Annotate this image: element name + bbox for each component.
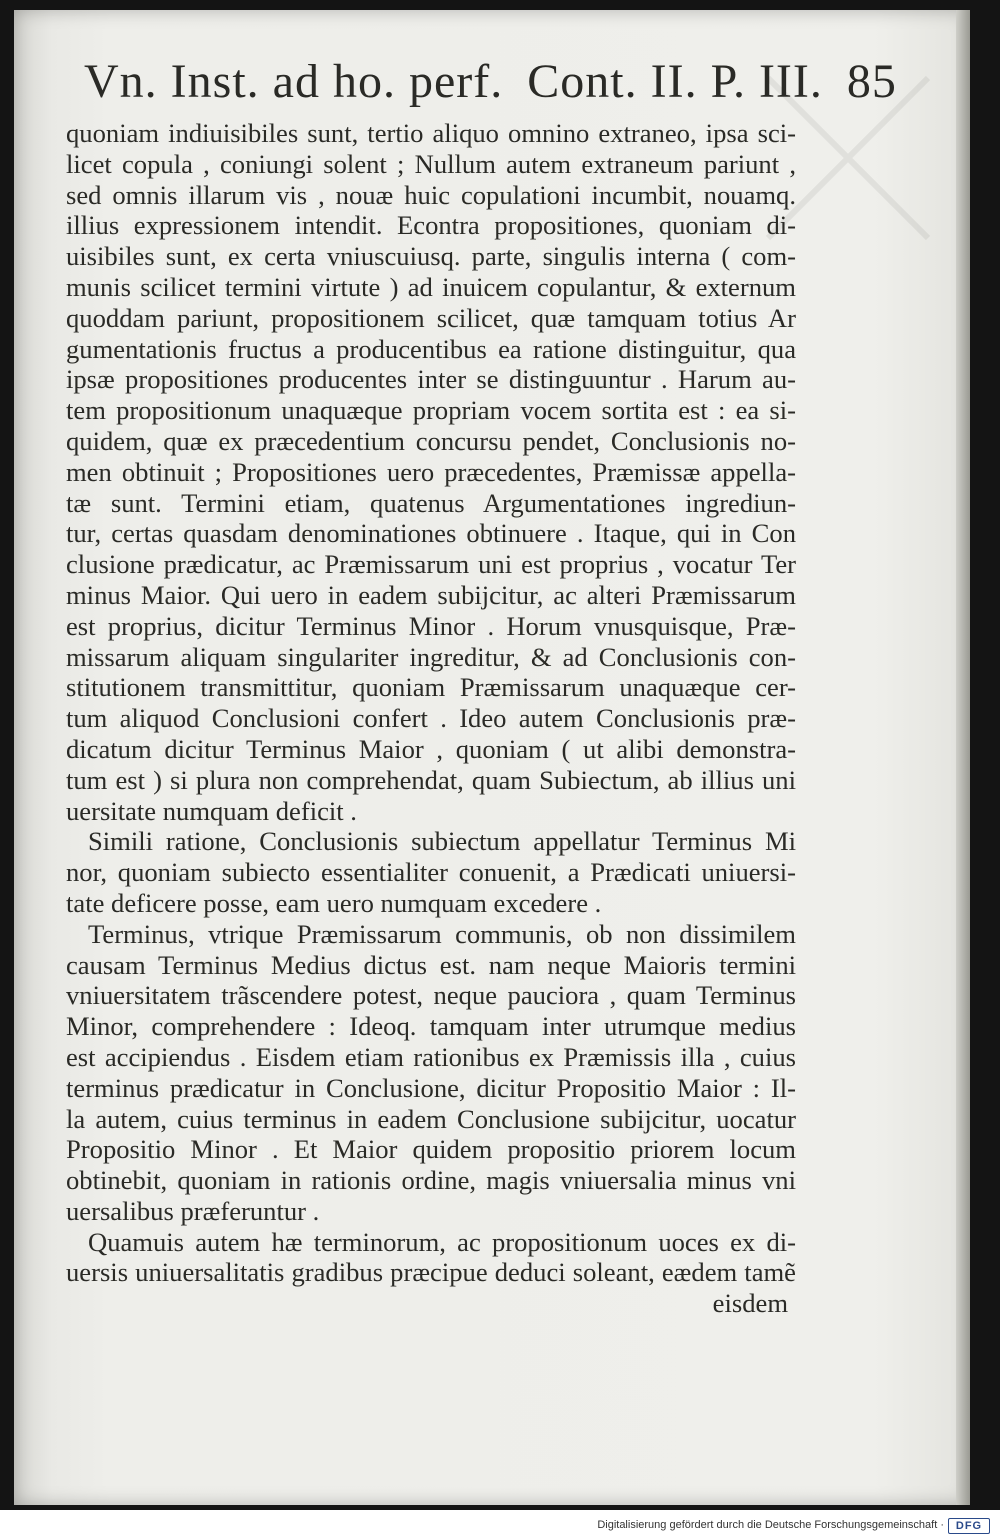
text-line: tur, certas quasdam denominationes obtinuere . Itaque, qui in Con bbox=[66, 518, 796, 549]
text-line: Propositio Minor . Et Maior quidem propositio priorem locum bbox=[66, 1134, 796, 1165]
header-title: Vn. Inst. ad ho. perf. bbox=[84, 55, 504, 108]
body-text bbox=[66, 118, 796, 1319]
text-line: causam Terminus Medius dictus est. nam neque Maioris termini bbox=[66, 949, 796, 980]
running-header bbox=[84, 52, 897, 112]
text-line: nor, quoniam subiecto essentialiter conuenit, a Prædicati uniuersi- bbox=[66, 857, 796, 888]
catchword: eisdem bbox=[712, 1288, 788, 1319]
text-line: Terminus, vtrique Præmissarum communis, ob non dissimilem bbox=[88, 918, 796, 949]
dfg-logo: DFG bbox=[948, 1518, 990, 1534]
text-line: illius expressionem intendit. Econtra propositiones, quoniam di- bbox=[66, 210, 796, 241]
text-line: la autem, cuius terminus in eadem Conclusione subijcitur, uocatur bbox=[66, 1103, 796, 1134]
text-line: uersalibus præferuntur . bbox=[66, 1195, 320, 1226]
text-line: obtinebit, quoniam in rationis ordine, magis vniuersalia minus vni bbox=[66, 1165, 796, 1196]
text-line: stitutionem transmittitur, quoniam Præmissarum unaquæque cer- bbox=[66, 672, 796, 703]
text-line: quoddam pariunt, propositionem scilicet, quæ tamquam totius Ar bbox=[66, 302, 796, 333]
funding-credit: Digitalisierung gefördert durch die Deutsche Forschungsgemeinschaft · bbox=[597, 1519, 944, 1531]
text-line: ipsæ propositiones producentes inter se distinguuntur . Harum au- bbox=[66, 364, 796, 395]
text-line: vniuersitatem trãscendere potest, neque pauciora , quam Terminus bbox=[66, 980, 796, 1011]
page-number: 85 bbox=[846, 55, 897, 108]
footer-bar bbox=[0, 1510, 1000, 1538]
text-line: minus Maior. Qui uero in eadem subijcitur, ac alteri Præmissarum bbox=[66, 579, 796, 610]
text-line: est proprius, dicitur Terminus Minor . Horum vnusquisque, Præ- bbox=[66, 610, 796, 641]
text-line: tum est ) si plura non comprehendat, quam Subiectum, ab illius uni bbox=[66, 764, 796, 795]
text-line: men obtinuit ; Propositiones uero præcedentes, Præmissæ appella- bbox=[66, 456, 796, 487]
text-line: clusione prædicatur, ac Præmissarum uni est proprius , vocatur Ter bbox=[66, 549, 796, 580]
text-line: tæ sunt. Termini etiam, quatenus Argumentationes ingrediun- bbox=[66, 487, 796, 518]
text-line: gumentationis fructus a producentibus ea ratione distinguitur, qua bbox=[66, 333, 796, 364]
text-line: uisibiles sunt, ex certa vniuscuiusq. parte, singulis interna ( com- bbox=[66, 241, 796, 272]
text-line: licet copula , coniungi solent ; Nullum autem extraneum pariunt , bbox=[66, 148, 796, 179]
text-line: sed omnis illarum vis , nouæ huic copulationi incumbit, nouamq. bbox=[66, 179, 796, 210]
text-line: Quamuis autem hæ terminorum, ac propositionum uoces ex di- bbox=[88, 1226, 796, 1257]
text-line: dicatum dicitur Terminus Maior , quoniam ( ut alibi demonstra- bbox=[66, 733, 796, 764]
text-line: munis scilicet termini virtute ) ad inuicem copulantur, & externum bbox=[66, 271, 796, 302]
header-section: Cont. II. P. III. bbox=[527, 55, 823, 108]
text-line: quidem, quæ ex præcedentium concursu pendet, Conclusionis no- bbox=[66, 425, 796, 456]
text-line: terminus prædicatur in Conclusione, dicitur Propositio Maior : Il- bbox=[66, 1072, 796, 1103]
text-line: Minor, comprehendere : Ideoq. tamquam inter utrumque medius bbox=[66, 1011, 796, 1042]
text-line: Simili ratione, Conclusionis subiectum appellatur Terminus Mi bbox=[88, 826, 796, 857]
text-line: missarum aliquam singulariter ingreditur, & ad Conclusionis con- bbox=[66, 641, 796, 672]
text-line: est accipiendus . Eisdem etiam rationibus ex Præmissis illa , cuius bbox=[66, 1041, 796, 1072]
text-line: uersis uniuersalitatis gradibus præcipue deduci soleant, eædem tamẽ bbox=[66, 1257, 796, 1288]
text-line: uersitate numquam deficit . bbox=[66, 795, 357, 826]
text-line: tate deficere posse, eam uero numquam excedere . bbox=[66, 887, 602, 918]
text-line: quoniam indiuisibiles sunt, tertio aliquo omnino extraneo, ipsa sci- bbox=[66, 118, 796, 148]
text-line: tem propositionum unaquæque propriam vocem sortita est : ea si- bbox=[66, 395, 796, 426]
text-line: tum aliquod Conclusioni confert . Ideo autem Conclusionis præ- bbox=[66, 703, 796, 734]
page-edge bbox=[956, 10, 970, 1505]
